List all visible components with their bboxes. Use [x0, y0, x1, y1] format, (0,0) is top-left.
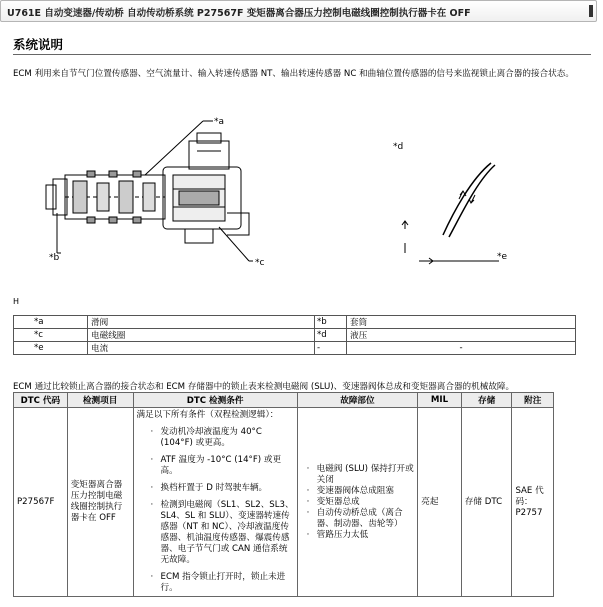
solenoid-diagram	[13, 103, 591, 308]
col-header-part: 故障部位	[297, 393, 418, 408]
part-item: · 变矩器总成	[305, 497, 415, 508]
dtc-mil: 亮起	[418, 408, 462, 597]
solenoid-figure	[13, 103, 591, 308]
legend-key: *e	[14, 342, 88, 355]
callout-a: *a	[214, 117, 225, 127]
legend-row	[14, 316, 576, 329]
section-title: 系统说明	[13, 37, 64, 52]
condition-item: · 发动机冷却液温度为 40°C (104°F) 或更高。	[149, 427, 294, 449]
legend-value: 滑阀	[88, 316, 315, 329]
legend-key: *c	[14, 329, 88, 342]
system-description: ECM 利用来自节气门位置传感器、空气流量计、输入转速传感器 NT、输出转速传感器 NC 和曲轴位置传感器的信号来监视锁止离合器的接合状态。	[13, 69, 574, 79]
callout-d: *d	[393, 142, 404, 152]
dtc-row	[14, 408, 554, 597]
legend-value: -	[347, 342, 576, 355]
dtc-code: P27567F	[14, 408, 68, 597]
legend-table	[13, 315, 576, 355]
dtc-memory: 存储 DTC	[461, 408, 512, 597]
dtc-header-row	[14, 393, 554, 408]
legend-value: 套筒	[347, 316, 576, 329]
parts-list	[305, 464, 415, 541]
col-header-mil: MIL	[418, 393, 462, 408]
legend-value: 电磁线圈	[88, 329, 315, 342]
legend-key: -	[315, 342, 347, 355]
legend-row	[14, 342, 576, 355]
col-header-condition: DTC 检测条件	[133, 393, 297, 408]
dtc-note: SAE 代码：P2757	[512, 408, 554, 597]
callout-c: *c	[255, 258, 265, 268]
legend-key: *b	[315, 316, 347, 329]
condition-item: · 检测到电磁阀（SL1、SL2、SL3、SL4、SL 和 SLU）、变速器转速传感器（NT 和 NC）、冷却液温度传感器、机油温度传感器、爆震传感器、电子节气门或 CAN 通信系统无故障。	[149, 500, 294, 566]
dtc-item: 变矩器离合器压力控制电磁线圈控制执行器卡在 OFF	[67, 408, 133, 597]
part-item: · 电磁阀 (SLU) 保持打开或关闭	[305, 464, 415, 486]
condition-item: · ECM 指令锁止打开时，锁止未进行。	[149, 572, 294, 594]
hysteresis-curve-up	[443, 163, 491, 235]
legend-key: *a	[14, 316, 88, 329]
connector-body	[189, 141, 229, 169]
section-divider	[13, 54, 591, 55]
dtc-table	[13, 392, 554, 597]
part-item: · 管路压力太低	[305, 530, 415, 541]
callout-b: *b	[49, 253, 60, 263]
dtc-parts	[297, 408, 418, 597]
title-bar	[0, 0, 597, 22]
port-stub	[46, 185, 56, 209]
part-item: · 变速器阀体总成阻塞	[305, 486, 415, 497]
document-title: U761E 自动变速器/传动桥 自动传动桥系统 P27567F 变矩器离合器压力控制电磁线圈控制执行器卡在 OFF	[7, 8, 471, 19]
conditions-intro: 满足以下所有条件（双程检测逻辑）：	[136, 410, 279, 420]
legend-row	[14, 329, 576, 342]
col-header-code: DTC 代码	[14, 393, 68, 408]
figure-code: H	[13, 297, 20, 306]
dtc-conditions	[133, 408, 297, 597]
detection-intro: ECM 通过比较锁止离合器的接合状态和 ECM 存储器中的锁止表来检测电磁阀 (SLU)、变速器阀体总成和变矩器离合器的机械故障。	[13, 382, 515, 392]
legend-value: 电流	[88, 342, 315, 355]
condition-item: · ATF 温度为 -10°C (14°F) 或更高。	[149, 455, 294, 477]
legend-value: 液压	[347, 329, 576, 342]
col-header-item: 检测项目	[67, 393, 133, 408]
title-bar-marker	[589, 5, 593, 17]
part-item: · 自动传动桥总成（离合器、制动器、齿轮等）	[305, 508, 415, 530]
conditions-list	[149, 427, 294, 594]
callout-e: *e	[497, 252, 508, 262]
condition-item: · 换档杆置于 D 时驾驶车辆。	[149, 483, 294, 494]
col-header-note: 附注	[512, 393, 554, 408]
col-header-memory: 存储	[461, 393, 512, 408]
legend-key: *d	[315, 329, 347, 342]
